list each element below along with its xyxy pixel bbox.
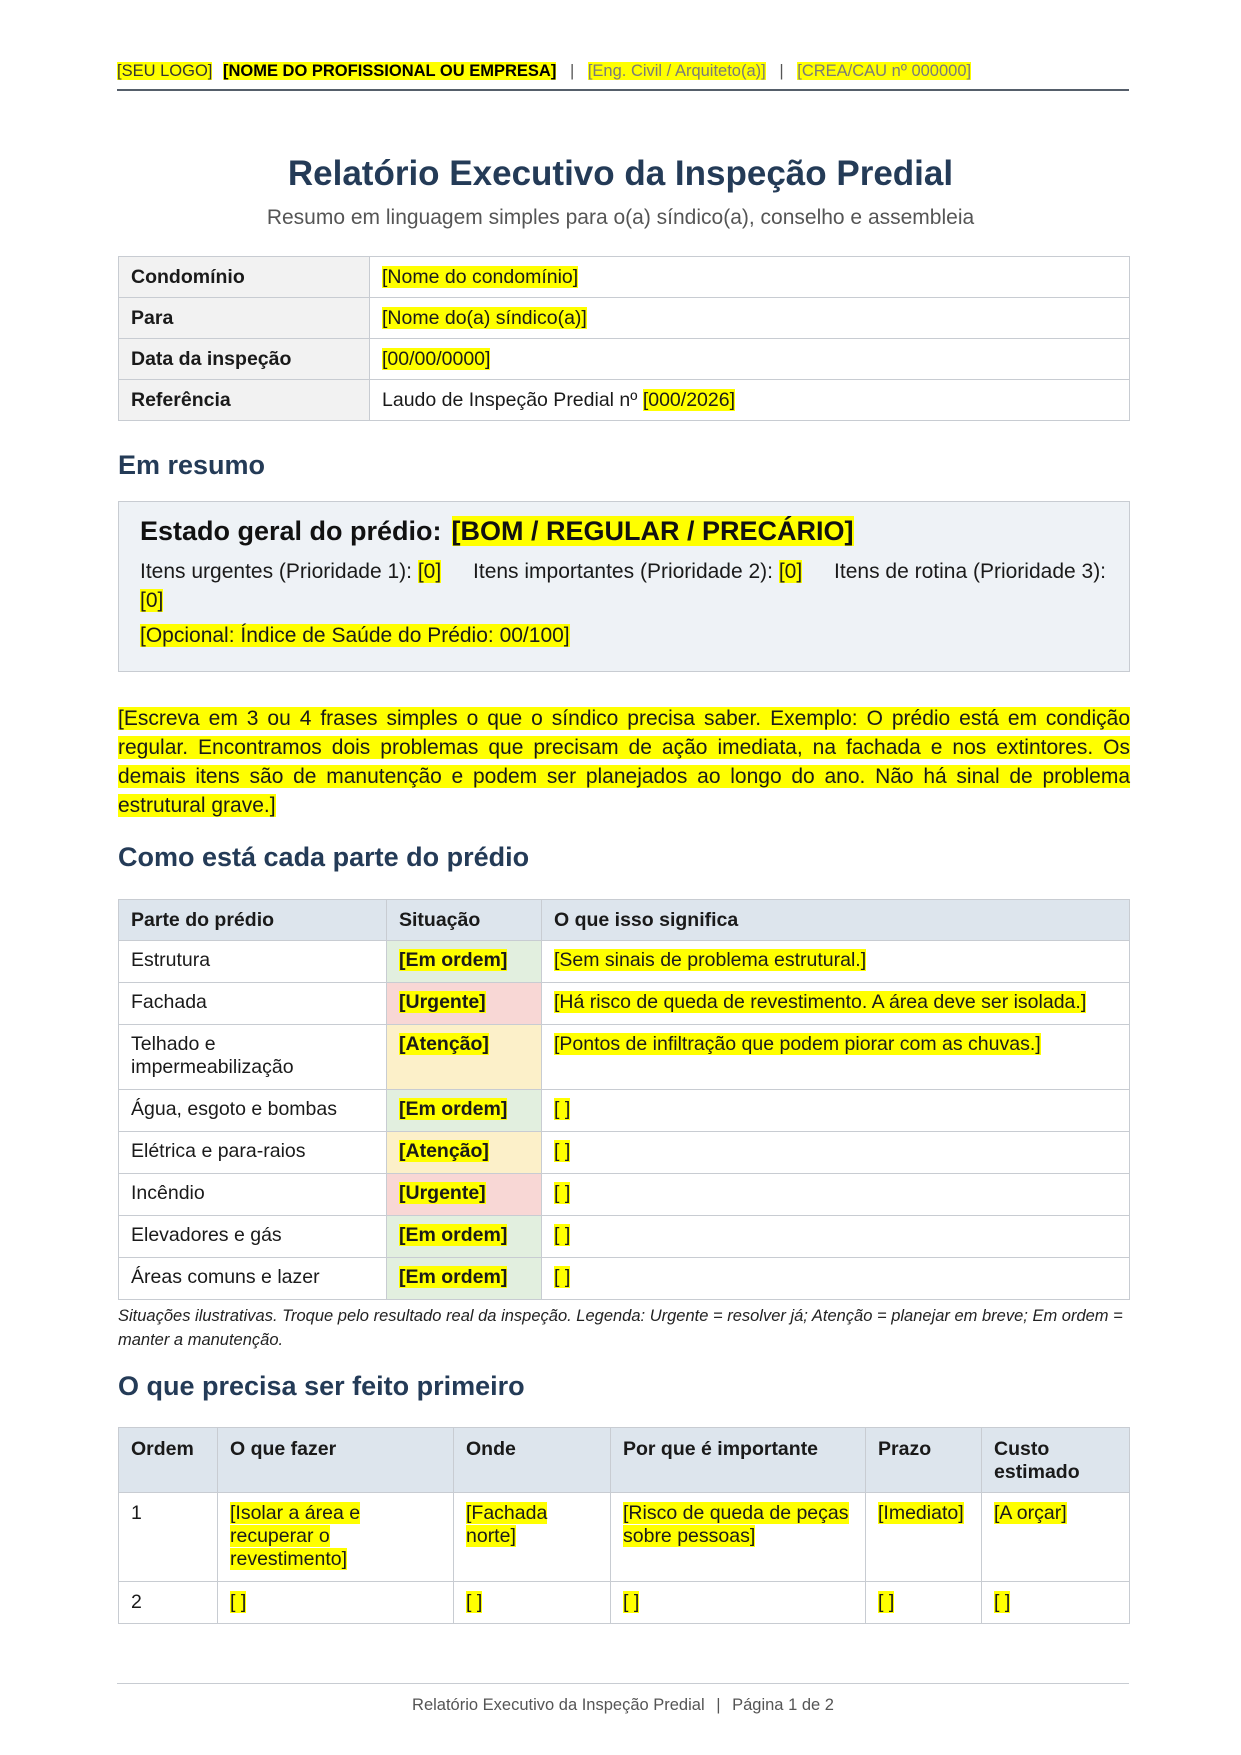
order-cell: 1 bbox=[119, 1493, 218, 1582]
column-header: O que fazer bbox=[218, 1428, 454, 1493]
page-subtitle: Resumo em linguagem simples para o(a) síndico(a), conselho e assembleia bbox=[266, 206, 975, 229]
part-name: Telhado e impermeabilização bbox=[119, 1025, 387, 1090]
status-cell bbox=[387, 1216, 542, 1258]
status-legend: Situações ilustrativas. Troque pelo resultado real da inspeção. Legenda: Urgente = resolver já; Atenção = planejar em breve; Em ordem = manter a manutenção. bbox=[118, 1307, 1123, 1349]
cost-text: [A orçar] bbox=[994, 1502, 1067, 1524]
important-count-value: [0] bbox=[778, 560, 803, 583]
meaning-text: [ ] bbox=[554, 1224, 571, 1246]
table-row bbox=[119, 1090, 1130, 1132]
page-number: Página 1 de 2 bbox=[732, 1696, 834, 1714]
order-cell: 2 bbox=[119, 1582, 218, 1624]
table-row bbox=[119, 1025, 1130, 1090]
info-value bbox=[370, 298, 1130, 339]
table-row bbox=[119, 941, 1130, 983]
status-cell bbox=[387, 941, 542, 983]
action-cell bbox=[218, 1493, 454, 1582]
table-row bbox=[119, 1582, 1130, 1624]
table-row bbox=[119, 1493, 1130, 1582]
section-heading-actions: O que precisa ser feito primeiro bbox=[118, 1371, 525, 1401]
info-value bbox=[370, 257, 1130, 298]
location-text: [Fachada norte] bbox=[466, 1502, 548, 1547]
footer-separator: | bbox=[716, 1696, 721, 1714]
summary-box bbox=[118, 501, 1130, 672]
part-name: Incêndio bbox=[119, 1174, 387, 1216]
column-header: Parte do prédio bbox=[119, 900, 387, 941]
info-table bbox=[118, 256, 1130, 421]
location-text: [ ] bbox=[466, 1591, 483, 1613]
status-badge: [Em ordem] bbox=[399, 1224, 508, 1246]
table-row bbox=[119, 1174, 1130, 1216]
table-row bbox=[119, 1132, 1130, 1174]
action-cell bbox=[218, 1582, 454, 1624]
status-badge: [Urgente] bbox=[399, 1182, 486, 1204]
cost-cell bbox=[982, 1582, 1130, 1624]
part-name: Elétrica e para-raios bbox=[119, 1132, 387, 1174]
table-row bbox=[119, 1216, 1130, 1258]
action-text: [ ] bbox=[230, 1591, 247, 1613]
status-badge: [Atenção] bbox=[399, 1140, 489, 1162]
meaning-text: [ ] bbox=[554, 1266, 571, 1288]
meaning-cell bbox=[542, 1132, 1130, 1174]
deadline-cell bbox=[866, 1493, 982, 1582]
column-header: Custo estimado bbox=[982, 1428, 1130, 1493]
status-cell bbox=[387, 1090, 542, 1132]
important-count-label: Itens importantes (Prioridade 2): bbox=[473, 560, 773, 583]
logo-placeholder: [SEU LOGO] bbox=[117, 62, 213, 80]
status-cell bbox=[387, 1025, 542, 1090]
column-header: Onde bbox=[454, 1428, 611, 1493]
reason-text: [ ] bbox=[623, 1591, 640, 1613]
section-heading-summary: Em resumo bbox=[118, 450, 266, 480]
registry-number: [CREA/CAU nº 000000] bbox=[797, 62, 972, 80]
info-row-condominium bbox=[119, 257, 1130, 298]
routine-count-value: [0] bbox=[140, 589, 164, 612]
meaning-text: [Há risco de queda de revestimento. A área deve ser isolada.] bbox=[554, 991, 1087, 1013]
reason-cell bbox=[611, 1582, 866, 1624]
status-badge: [Urgente] bbox=[399, 991, 486, 1013]
status-badge: [Em ordem] bbox=[399, 949, 508, 971]
priority-actions-table bbox=[118, 1427, 1130, 1624]
table-row bbox=[119, 1258, 1130, 1300]
status-cell bbox=[387, 1132, 542, 1174]
info-row-date bbox=[119, 339, 1130, 380]
cost-text: [ ] bbox=[994, 1591, 1011, 1613]
overall-state-label: Estado geral do prédio: bbox=[140, 516, 442, 546]
deadline-text: [ ] bbox=[878, 1591, 895, 1613]
status-cell bbox=[387, 1258, 542, 1300]
page-footer bbox=[117, 1683, 1129, 1715]
routine-count-label: Itens de rotina (Prioridade 3): bbox=[834, 560, 1107, 583]
info-row-recipient bbox=[119, 298, 1130, 339]
meaning-text: [ ] bbox=[554, 1140, 571, 1162]
page-title: Relatório Executivo da Inspeção Predial bbox=[287, 154, 954, 193]
part-name: Elevadores e gás bbox=[119, 1216, 387, 1258]
meaning-cell bbox=[542, 983, 1130, 1025]
part-name: Água, esgoto e bombas bbox=[119, 1090, 387, 1132]
section-heading-parts: Como está cada parte do prédio bbox=[118, 842, 530, 872]
overall-state bbox=[140, 516, 1108, 547]
status-badge: [Atenção] bbox=[399, 1033, 489, 1055]
recipient-name: [Nome do(a) síndico(a)] bbox=[382, 306, 587, 329]
part-name: Estrutura bbox=[119, 941, 387, 983]
reference-prefix: Laudo de Inspeção Predial nº bbox=[382, 388, 638, 411]
deadline-text: [Imediato] bbox=[878, 1502, 964, 1524]
reason-text: [Risco de queda de peças sobre pessoas] bbox=[623, 1502, 849, 1547]
info-label: Referência bbox=[119, 380, 370, 421]
table-row bbox=[119, 983, 1130, 1025]
status-cell bbox=[387, 983, 542, 1025]
urgent-count-label: Itens urgentes (Prioridade 1): bbox=[140, 560, 412, 583]
header-separator: | bbox=[569, 62, 575, 80]
status-badge: [Em ordem] bbox=[399, 1098, 508, 1120]
urgent-count-value: [0] bbox=[417, 560, 442, 583]
column-header: Por que é importante bbox=[611, 1428, 866, 1493]
summary-paragraph-text: [Escreva em 3 ou 4 frases simples o que o síndico precisa saber. Exemplo: O prédio está em condição regular. Encontramos dois problemas que precisam de ação imediata, na fachada e nos extintores. Os demais itens são de manutenção e podem ser planejados ao longo do ano. Não há sinal de problema estrutural grave.] bbox=[118, 707, 1130, 817]
priority-counts bbox=[140, 557, 1108, 615]
meaning-cell bbox=[542, 1216, 1130, 1258]
meaning-text: [ ] bbox=[554, 1182, 571, 1204]
condominium-name: [Nome do condomínio] bbox=[382, 265, 579, 288]
professional-role: [Eng. Civil / Arquiteto(a)] bbox=[587, 62, 766, 80]
column-header: O que isso significa bbox=[542, 900, 1130, 941]
meaning-cell bbox=[542, 1025, 1130, 1090]
summary-paragraph bbox=[118, 704, 1130, 820]
status-cell bbox=[387, 1174, 542, 1216]
meaning-cell bbox=[542, 1174, 1130, 1216]
location-cell bbox=[454, 1582, 611, 1624]
meaning-text: [ ] bbox=[554, 1098, 571, 1120]
reason-cell bbox=[611, 1493, 866, 1582]
info-label: Para bbox=[119, 298, 370, 339]
meaning-cell bbox=[542, 1090, 1130, 1132]
company-name: [NOME DO PROFISSIONAL OU EMPRESA] bbox=[222, 62, 557, 80]
info-value bbox=[370, 339, 1130, 380]
table-header-row bbox=[119, 1428, 1130, 1493]
overall-state-value: [BOM / REGULAR / PRECÁRIO] bbox=[451, 516, 854, 546]
action-text: [Isolar a área e recuperar o revestimento] bbox=[230, 1502, 361, 1570]
column-header: Prazo bbox=[866, 1428, 982, 1493]
info-value bbox=[370, 380, 1130, 421]
cost-cell bbox=[982, 1493, 1130, 1582]
status-badge: [Em ordem] bbox=[399, 1266, 508, 1288]
health-index-text: [Opcional: Índice de Saúde do Prédio: 00/100] bbox=[140, 624, 570, 647]
page-header bbox=[117, 62, 1129, 91]
column-header: Situação bbox=[387, 900, 542, 941]
header-separator: | bbox=[779, 62, 784, 80]
info-label: Data da inspeção bbox=[119, 339, 370, 380]
part-name: Áreas comuns e lazer bbox=[119, 1258, 387, 1300]
info-row-reference bbox=[119, 380, 1130, 421]
inspection-date: [00/00/0000] bbox=[382, 347, 491, 370]
location-cell bbox=[454, 1493, 611, 1582]
reference-number: [000/2026] bbox=[642, 388, 735, 411]
meaning-text: [Sem sinais de problema estrutural.] bbox=[554, 949, 867, 971]
part-name: Fachada bbox=[119, 983, 387, 1025]
meaning-cell bbox=[542, 941, 1130, 983]
meaning-cell bbox=[542, 1258, 1130, 1300]
footer-title: Relatório Executivo da Inspeção Predial bbox=[412, 1696, 705, 1714]
table-header-row bbox=[119, 900, 1130, 941]
info-label: Condomínio bbox=[119, 257, 370, 298]
meaning-text: [Pontos de infiltração que podem piorar com as chuvas.] bbox=[554, 1033, 1041, 1055]
health-index bbox=[140, 624, 1108, 648]
deadline-cell bbox=[866, 1582, 982, 1624]
column-header: Ordem bbox=[119, 1428, 218, 1493]
building-parts-table bbox=[118, 899, 1130, 1300]
